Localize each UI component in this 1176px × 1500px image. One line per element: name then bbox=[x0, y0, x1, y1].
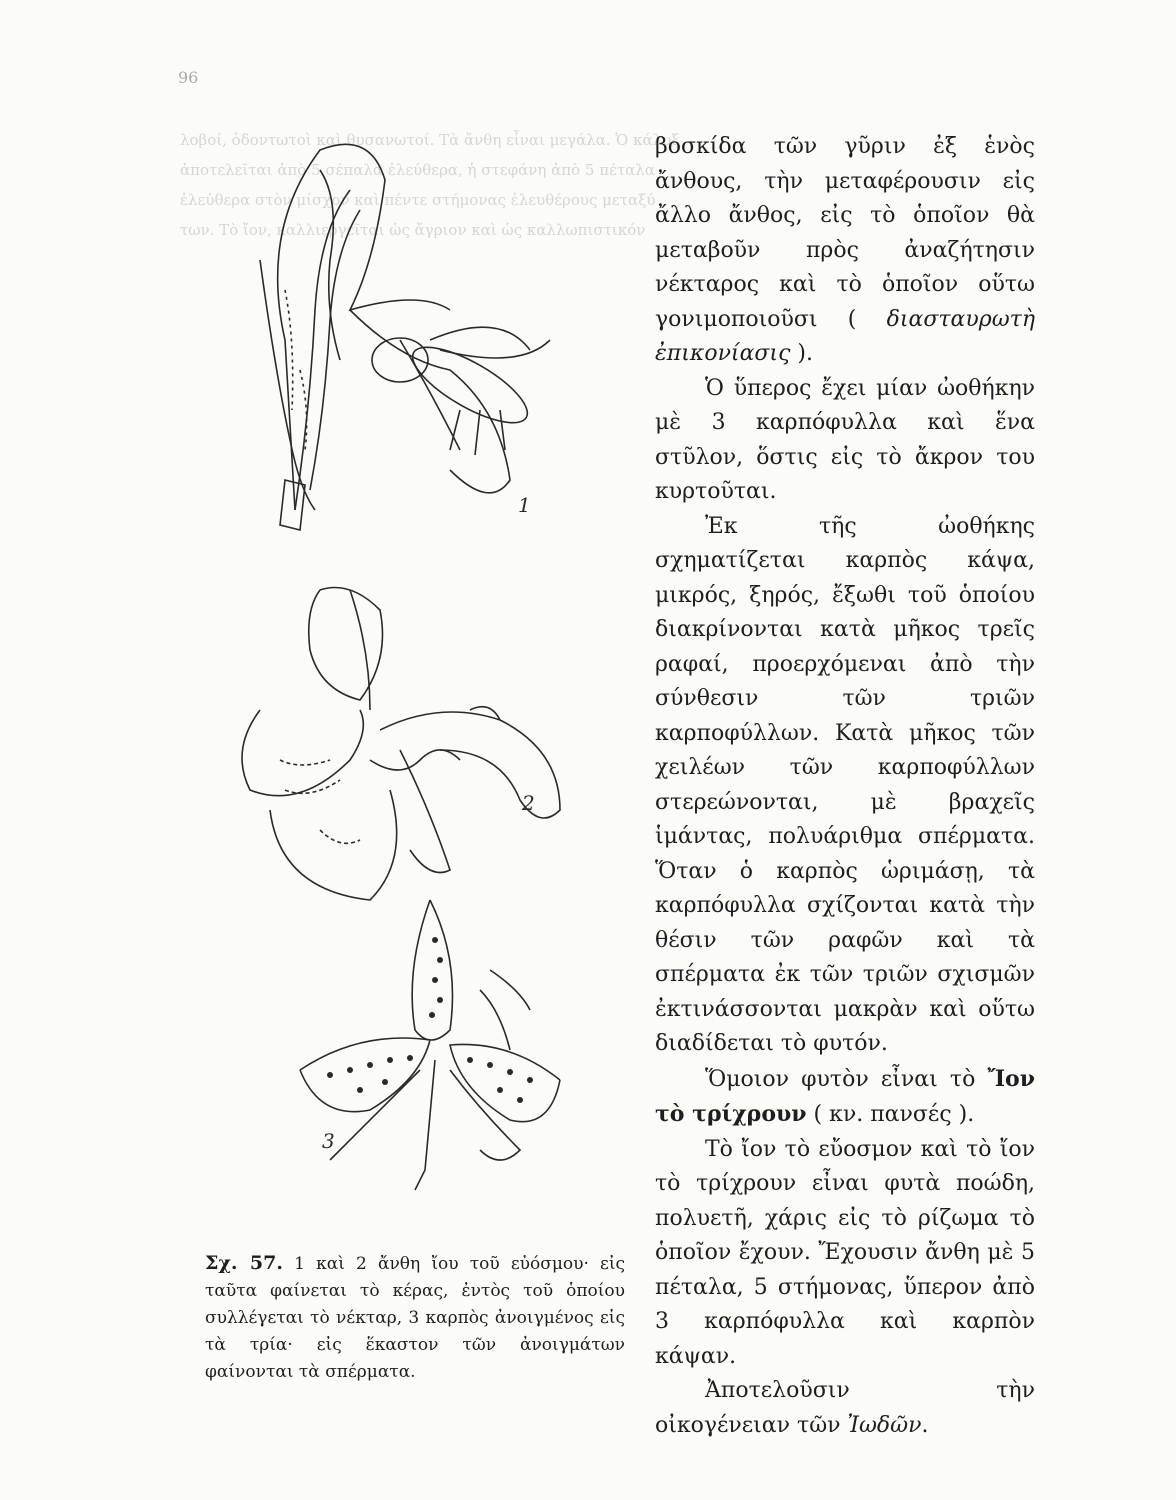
text-run: Τὸ ἴον τὸ εὔοσμον καὶ τὸ ἴον τὸ τρίχρουν εἶναι φυτὰ ποώδη, πολυετῆ, χάρις εἰς τὸ ρίζωμα τὸ ὁποῖον ἔχουν. Ἔχουσιν ἄνθη μὲ 5 πέταλα, 5 στήμονας, ὕπερον ἀπὸ 3 καρπόφυλλα καὶ καρπὸν κάψαν. bbox=[655, 1136, 1035, 1369]
figure-57-illustrations bbox=[200, 110, 640, 1260]
paragraph bbox=[655, 372, 1035, 510]
violet-flower-side-view-drawing bbox=[242, 588, 560, 901]
text-run: ). bbox=[790, 341, 813, 366]
text-run: Ἐκ τῆς ὠοθήκης σχηματίζεται καρπὸς κάψα, μικρός, ξηρός, ἔξωθι τοῦ ὁποίου διακρίνονται κατὰ μῆκος τρεῖς ραφαί, προερχόμεναι ἀπὸ τὴν σύνθεσιν τῶν τριῶν καρποφύλλων. Κατὰ μῆκος τῶν χειλέων τῶν καρποφύλλων στερεώνονται, μὲ βραχεῖς ἱμάντας, πολυάριθμα σπέρματα. Ὅταν ὁ καρπὸς ὡριμάσῃ, τὰ καρπόφυλλα σχίζονται κατὰ τὴν θέσιν τῶν ραφῶν καὶ τὰ σπέρματα ἐκ τῶν τριῶν σχισμῶν ἐκτινάσσονται μακρὰν καὶ οὕτω διαδίδεται τὸ φυτόν. bbox=[655, 513, 1035, 1056]
page-number: 96 bbox=[178, 68, 199, 87]
paragraph bbox=[655, 1062, 1035, 1133]
text-run-italic: Ἰωδῶν bbox=[847, 1412, 922, 1438]
text-run: ( κν. πανσές ). bbox=[806, 1102, 975, 1127]
violet-drawings bbox=[200, 110, 640, 1260]
opened-capsule-drawing bbox=[300, 900, 560, 1190]
caption-text: 1 καὶ 2 ἄνθη ἴου τοῦ εὐόσμου· εἰς ταῦτα φαίνεται τὸ κέρας, ἐντὸς τοῦ ὁποίου συλλέγεται τὸ νέκταρ, 3 καρπὸς ἀνοιγμένος εἰς τὰ τρία· εἰς ἕκαστον τῶν ἀνοιγμάτων φαίνονται τὰ σπέρματα. bbox=[205, 1254, 626, 1382]
bleed-line: των. Τὸ ἴον, καλλιεργεῖται ὡς ἄγριον καὶ ὡς καλλωπιστικόν bbox=[180, 221, 646, 239]
figure-label-3: 3 bbox=[322, 1129, 335, 1153]
figure-label-2: 2 bbox=[522, 791, 535, 815]
text-run-bold: Ἴον τὸ τρίχρουν bbox=[655, 1065, 1035, 1127]
paragraph bbox=[655, 1133, 1035, 1375]
violet-section-with-bee-drawing bbox=[260, 144, 550, 530]
text-run-italic: διασταυρωτὴ ἐπικονίασις bbox=[655, 306, 1035, 366]
figure-label-1: 1 bbox=[518, 493, 531, 517]
bleed-line: ἀποτελεῖται ἀπὸ 5 σέπαλα ἐλεύθερα, ἡ στεφάνη ἀπὸ 5 πέταλα bbox=[180, 161, 655, 179]
body-text-column bbox=[655, 130, 1035, 1443]
paragraph bbox=[655, 1374, 1035, 1443]
text-run: Ὁ ὕπερος ἔχει μίαν ὠοθήκην μὲ 3 καρπόφυλλα καὶ ἕνα στῦλον, ὅστις εἰς τὸ ἄκρον του κυρτοῦται. bbox=[655, 375, 1035, 504]
text-run: . bbox=[921, 1412, 929, 1438]
paragraph bbox=[655, 510, 1035, 1062]
text-run: βοσκίδα τῶν γῦριν ἐξ ἑνὸς ἄνθους, τὴν μεταφέρουσιν εἰς ἄλλο ἄνθος, εἰς τὸ ὁποῖον θὰ μεταβοῦν πρὸς ἀναζήτησιν νέκταρος καὶ τὸ ὁποῖον οὕτω γονιμοποιοῦσι ( bbox=[655, 134, 1035, 332]
bleed-line: ἐλεύθερα στὸν μίσχον καὶ πέντε στήμονας ἐλευθέρους μεταξύ bbox=[180, 191, 656, 209]
figure-caption bbox=[205, 1250, 625, 1386]
caption-label: Σχ. 57. bbox=[205, 1252, 283, 1274]
text-run: Ὅμοιον φυτὸν εἶναι τὸ bbox=[705, 1066, 988, 1092]
paragraph bbox=[655, 130, 1035, 372]
text-run: Ἀποτελοῦσιν τὴν οἰκογένειαν τῶν bbox=[655, 1378, 1035, 1438]
bleed-line: λοβοί, ὀδοντωτοὶ καὶ θυσανωτοί. Τὰ ἄνθη εἶναι μεγάλα. Ὁ κάλυξ bbox=[180, 131, 680, 149]
